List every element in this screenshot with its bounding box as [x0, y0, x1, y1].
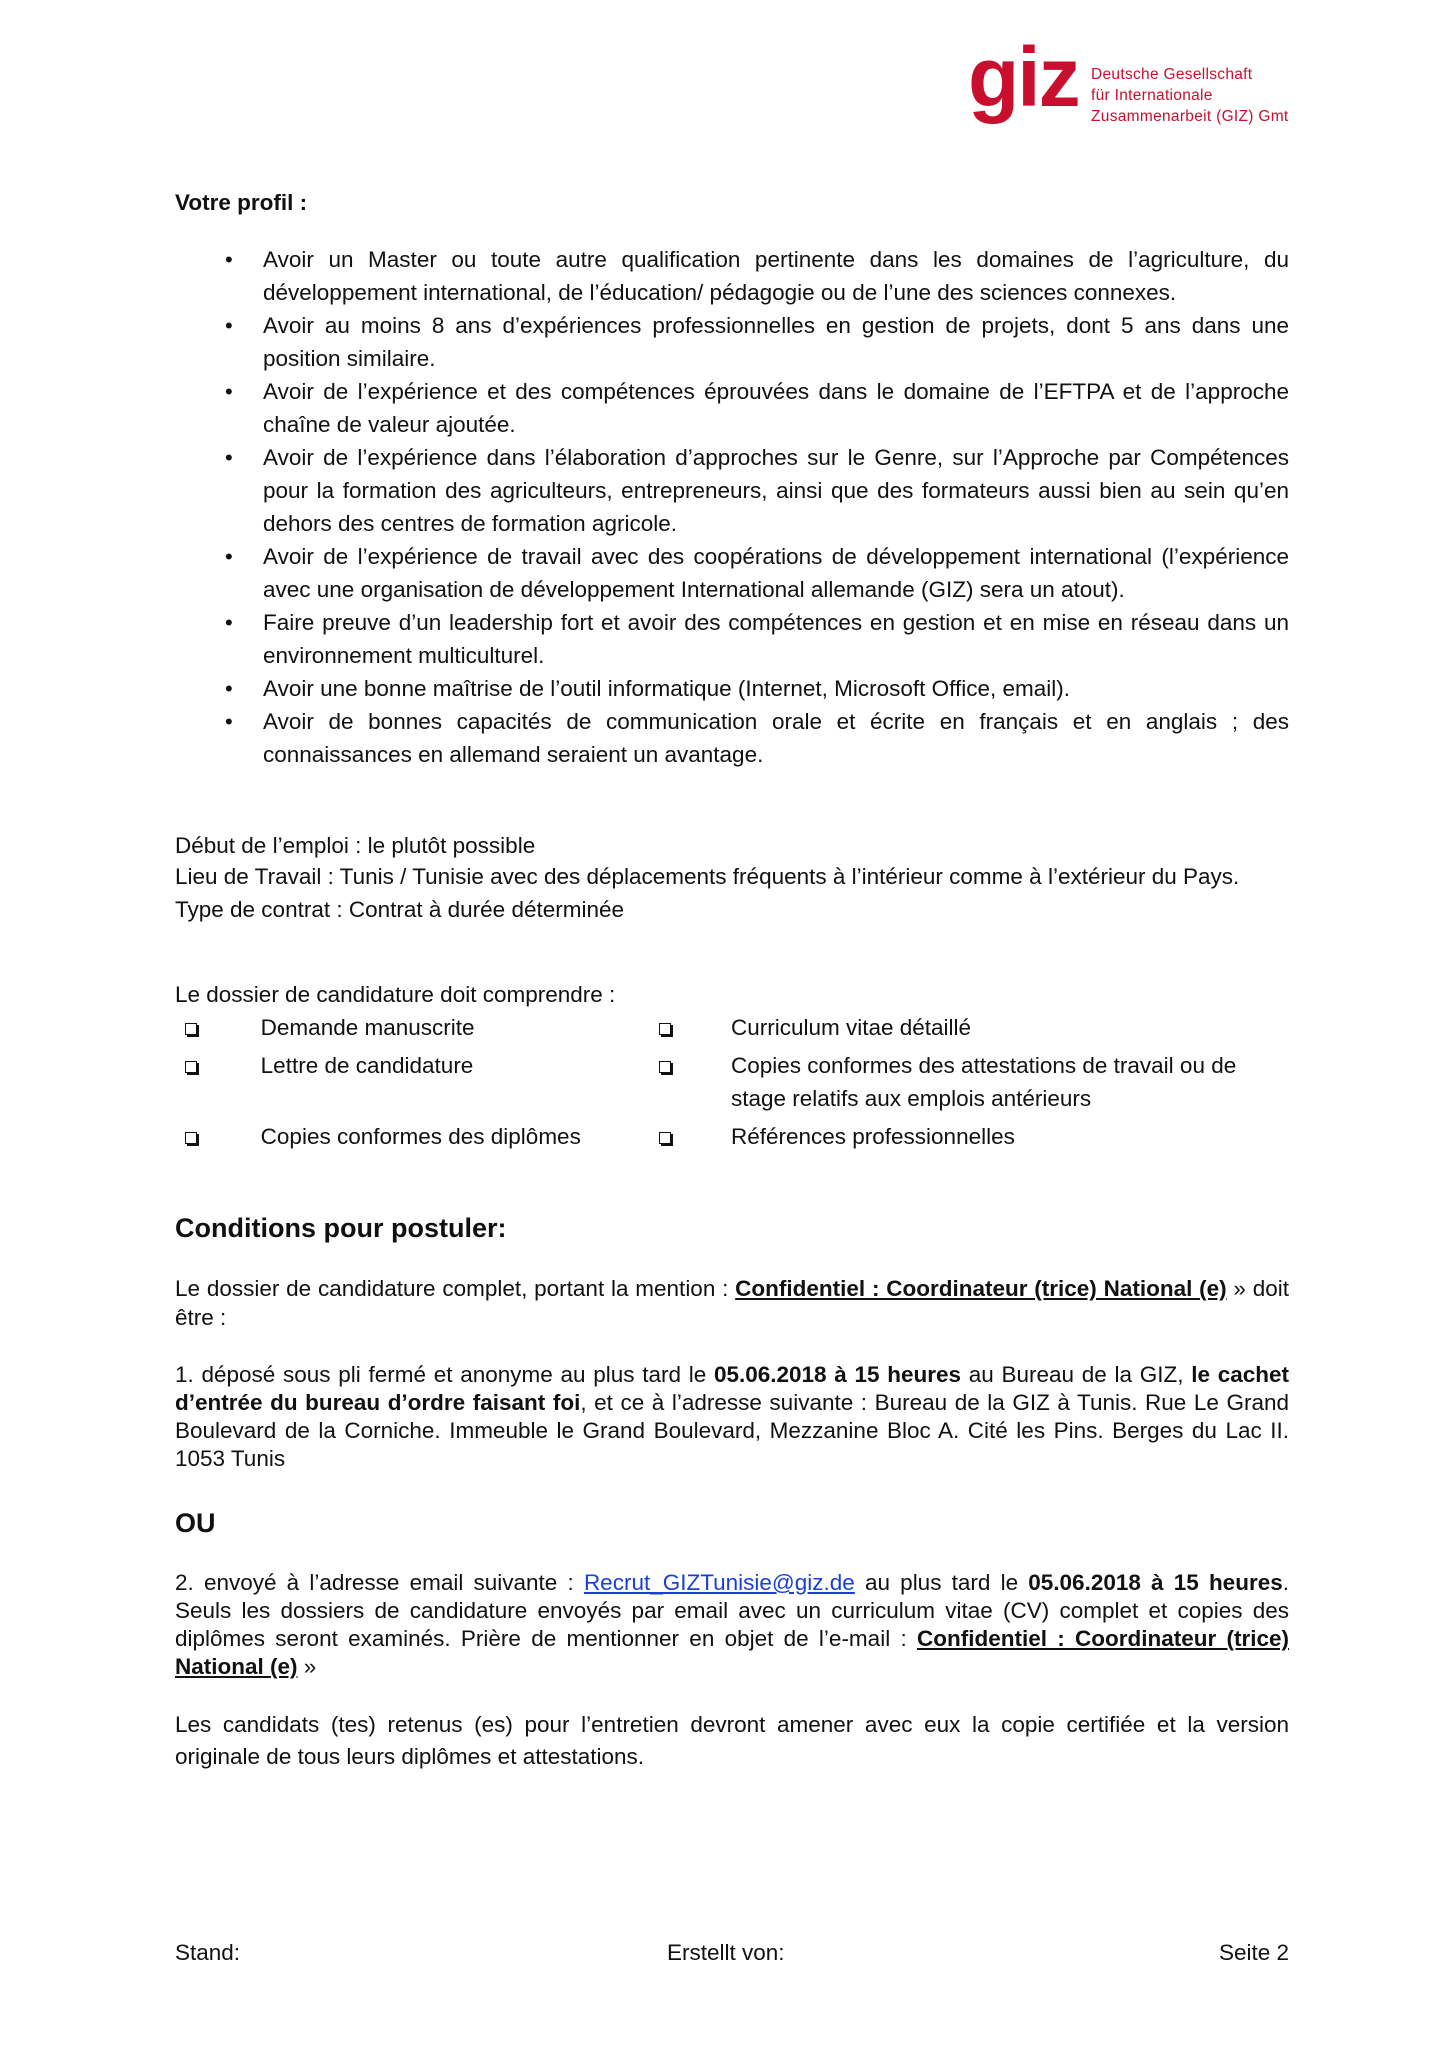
logo-line-2: für Internationale [1091, 87, 1213, 104]
text-run: au plus tard le [854, 1570, 1029, 1595]
list-item-text: Faire preuve d’un leadership fort et avoir des compétences en gestion et en mise en réseau dans un environnement multiculturel. [263, 610, 1289, 668]
list-item [175, 375, 1289, 441]
svg-text:giz: giz [968, 30, 1079, 124]
text-run-bold: le cachet d’entrée du bureau d’ordre faisant foi [175, 1362, 1290, 1415]
main-content [175, 186, 1289, 1773]
footer-page-number: Seite 2 [1218, 1940, 1289, 1965]
text-run: , et ce à l’adresse suivante : Bureau de la GIZ à Tunis. Rue Le Grand Boulevard de la Corniche. Immeuble le Grand Boulevard, Mezzanine Bloc A. Cité les Pins. Berges du Lac II. 1053 Tunis [175, 1390, 1289, 1471]
bullet-icon: • [225, 709, 233, 734]
list-item [175, 606, 1289, 672]
checkbox-icon [659, 1061, 671, 1073]
conditions-paragraph-3 [175, 1569, 1289, 1681]
list-item-text: Avoir de l’expérience dans l’élaboration d’approches sur le Genre, sur l’Approche par Compétences pour la formation des agriculteurs, entrepreneurs, ainsi que des formateurs aussi bien au sein qu’en dehors des centres de formation agricole. [263, 445, 1289, 536]
checklist-row [175, 1120, 1289, 1158]
list-item-text: Avoir de bonnes capacités de communication orale et écrite en français et en anglais ; des connaissances en allemand seraient un avantage. [263, 709, 1289, 767]
list-item-text: Avoir un Master ou toute autre qualification pertinente dans les domaines de l’agriculture, du développement international, de l’éducation/ pédagogie ou de l’une des sciences connexes. [263, 247, 1289, 305]
or-heading: OU [175, 1508, 216, 1538]
bullet-icon: • [225, 247, 233, 272]
confidential-mention: Confidentiel : Coordinateur (trice) National (e) [735, 1276, 1227, 1301]
dossier-intro: Le dossier de candidature doit comprendre : [175, 982, 616, 1007]
contract-type: Type de contrat : Contrat à durée déterminée [175, 897, 625, 922]
documents-checklist [175, 1011, 1289, 1158]
giz-logo-text [1091, 64, 1289, 127]
text-run: au Bureau de la GIZ, [961, 1362, 1192, 1387]
checklist-item: Références professionnelles [730, 1124, 1015, 1149]
list-item-text: Avoir de l’expérience et des compétences éprouvées dans le domaine de l’EFTPA et de l’approche chaîne de valeur ajoutée. [263, 379, 1289, 437]
list-item-text: Avoir au moins 8 ans d’expériences professionnelles en gestion de projets, dont 5 ans dans une position similaire. [263, 313, 1289, 371]
conditions-paragraph-4: Les candidats (tes) retenus (es) pour l’entretien devront amener avec eux la copie certifiée et la version originale de tous leurs diplômes et attestations. [175, 1712, 1289, 1769]
profil-heading: Votre profil : [175, 190, 308, 215]
list-item-text: Avoir une bonne maîtrise de l’outil informatique (Internet, Microsoft Office, email). [263, 676, 1071, 701]
checkbox-icon [659, 1132, 671, 1144]
text-run: . Seuls les dossiers de candidature envoyés par email avec un curriculum vitae (CV) complet et copies des diplômes seront examinés. Prière de mentionner en objet de l’e-mail : [175, 1570, 1289, 1651]
checklist-item: Demande manuscrite [260, 1015, 475, 1040]
list-item [175, 309, 1289, 375]
bullet-icon: • [225, 676, 233, 701]
list-item [175, 705, 1289, 771]
checklist-item: Copies conformes des attestations de travail ou de stage relatifs aux emplois antérieurs [730, 1053, 1237, 1111]
checkbox-icon [185, 1061, 197, 1073]
deadline: 05.06.2018 à 15 heures [713, 1362, 962, 1387]
bullet-icon: • [225, 544, 233, 569]
giz-logo-mark [968, 30, 1086, 140]
profil-list [175, 243, 1289, 771]
list-item [175, 243, 1289, 309]
job-start: Début de l’emploi : le plutôt possible [175, 833, 536, 858]
list-item-text: Avoir de l’expérience de travail avec des coopérations de développement international (l’expérience avec une organisation de développement International allemande (GIZ) sera un atout). [263, 544, 1289, 602]
checkbox-icon [185, 1132, 197, 1144]
bullet-icon: • [225, 379, 233, 404]
checklist-row [175, 1011, 1289, 1049]
bullet-icon: • [225, 445, 233, 470]
bullet-icon: • [225, 313, 233, 338]
text-run: Le dossier de candidature complet, portant la mention : [175, 1276, 736, 1301]
text-run: 2. envoyé à l’adresse email suivante : [175, 1570, 584, 1595]
checklist-item: Copies conformes des diplômes [260, 1124, 581, 1149]
logo-line-3: Zusammenarbeit (GIZ) Gmt [1091, 108, 1289, 125]
list-item [175, 540, 1289, 606]
list-item [175, 441, 1289, 540]
footer-erstellt: Erstellt von: [667, 1940, 785, 1965]
text-run: 1. déposé sous pli fermé et anonyme au plus tard le [175, 1362, 714, 1387]
text-run: » [297, 1654, 317, 1679]
conditions-paragraph-1 [175, 1274, 1289, 1332]
checklist-item: Curriculum vitae détaillé [730, 1015, 972, 1040]
confidential-mention: Confidentiel : Coordinateur (trice) National (e) [175, 1626, 1289, 1679]
checklist-item: Lettre de candidature [260, 1053, 474, 1078]
conditions-paragraph-2 [175, 1361, 1289, 1473]
checkbox-icon [185, 1023, 197, 1035]
text-run: » doit être : [175, 1276, 1289, 1330]
checklist-row [175, 1049, 1289, 1120]
email-link[interactable]: Recrut_GIZTunisie@giz.de [583, 1570, 855, 1595]
list-item [175, 672, 1289, 705]
conditions-heading: Conditions pour postuler: [175, 1213, 507, 1243]
bullet-icon: • [225, 610, 233, 635]
logo-line-1: Deutsche Gesellschaft [1091, 66, 1253, 83]
deadline: 05.06.2018 à 15 heures [1028, 1570, 1283, 1595]
job-location: Lieu de Travail : Tunis / Tunisie avec des déplacements fréquents à l’intérieur comme à l’extérieur du Pays. [175, 864, 1240, 889]
checkbox-icon [659, 1023, 671, 1035]
footer-stand: Stand: [175, 1940, 241, 1965]
giz-logo [968, 30, 1328, 140]
